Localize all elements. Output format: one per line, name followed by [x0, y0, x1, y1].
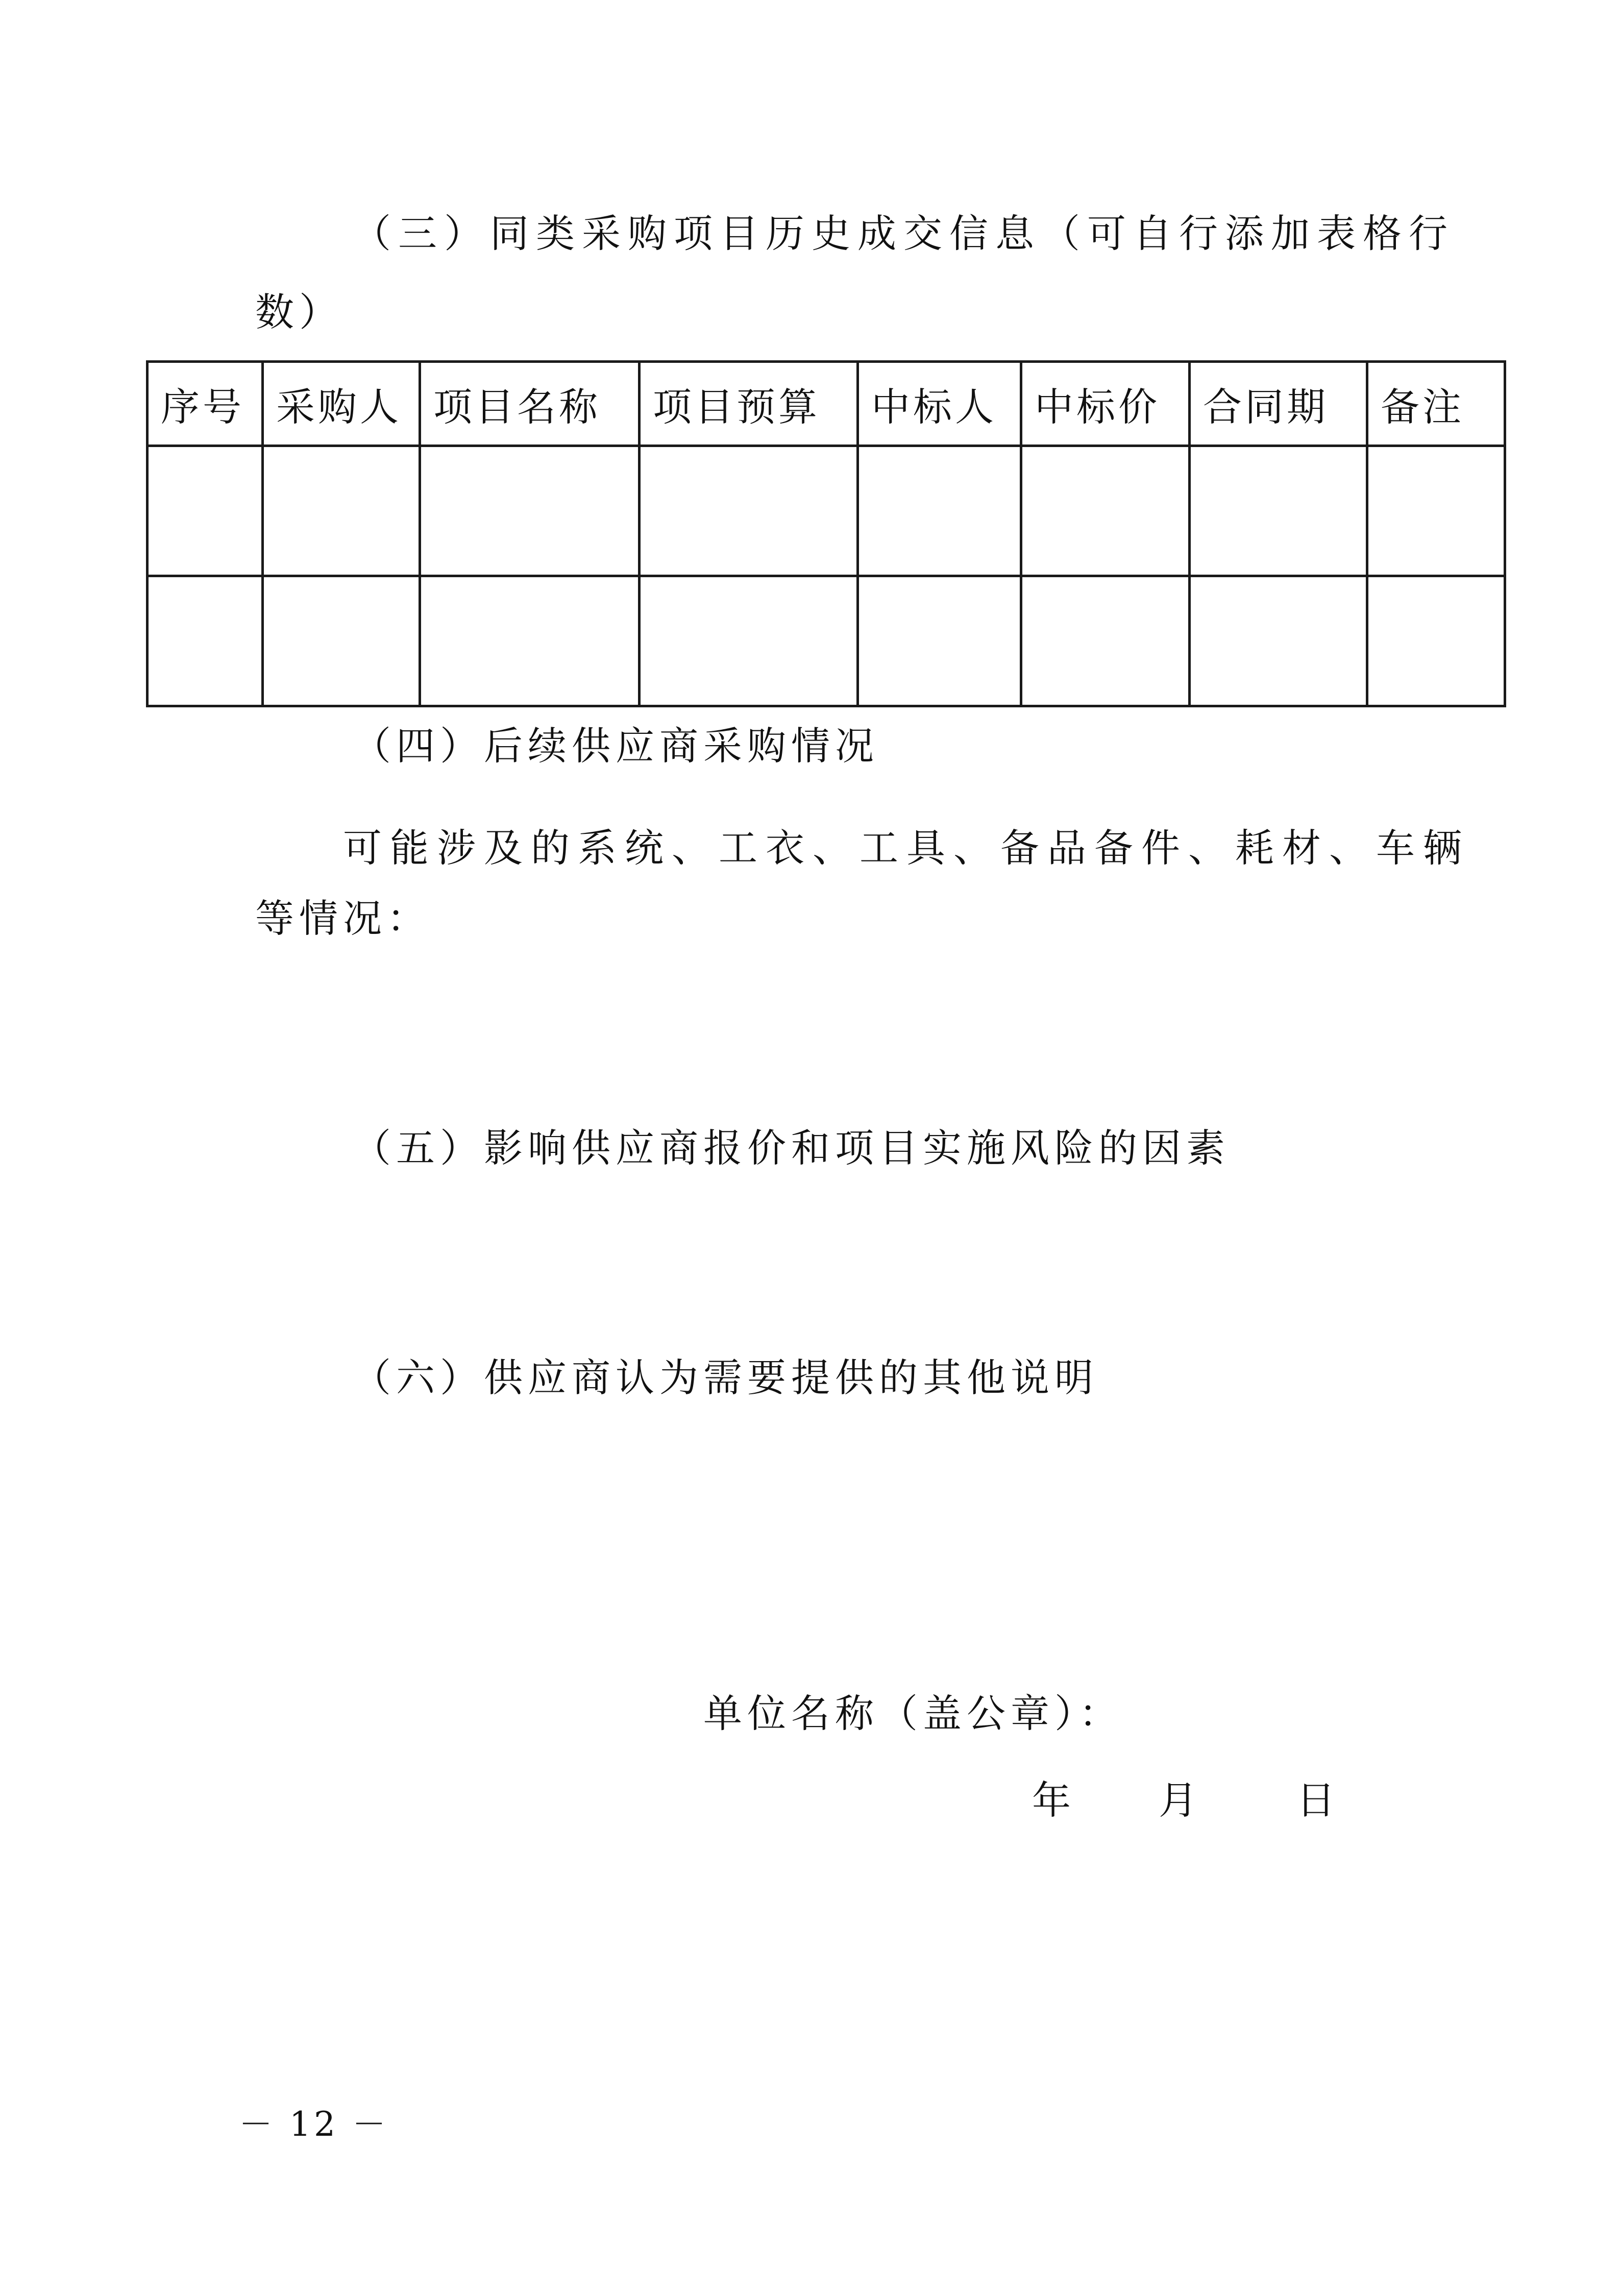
- date-year-label: 年: [1032, 1777, 1076, 1823]
- section3-title: （三）同类采购项目历史成交信息（可自行添加表格行: [352, 211, 1455, 256]
- page-number: － 12 －: [239, 2105, 389, 2144]
- table-cell[interactable]: [1190, 446, 1367, 576]
- table-cell[interactable]: [640, 446, 858, 576]
- table-cell[interactable]: [420, 446, 640, 576]
- table-cell[interactable]: [148, 576, 263, 706]
- table-cell[interactable]: [1367, 576, 1505, 706]
- header-purchaser: 采购人: [263, 362, 420, 446]
- header-winning-price: 中标价: [1021, 362, 1190, 446]
- header-contract-period: 合同期: [1190, 362, 1367, 446]
- header-remarks: 备注: [1367, 362, 1505, 446]
- table-cell[interactable]: [1367, 446, 1505, 576]
- section4-text: 可能涉及的系统、工衣、工具、备品备件、耗材、车辆: [343, 825, 1470, 871]
- section6-title: （六）供应商认为需要提供的其他说明: [352, 1355, 1098, 1400]
- table-cell[interactable]: [263, 576, 420, 706]
- header-serial-number: 序号: [148, 362, 263, 446]
- header-winning-bidder: 中标人: [858, 362, 1021, 446]
- header-project-name: 项目名称: [420, 362, 640, 446]
- table-cell[interactable]: [858, 446, 1021, 576]
- table-header-row: [148, 362, 1505, 446]
- table-cell[interactable]: [420, 576, 640, 706]
- table-cell[interactable]: [858, 576, 1021, 706]
- table-cell[interactable]: [1021, 446, 1190, 576]
- table-row: [148, 576, 1505, 706]
- table-row: [148, 446, 1505, 576]
- header-project-budget: 项目预算: [640, 362, 858, 446]
- section5-title: （五）影响供应商报价和项目实施风险的因素: [352, 1125, 1230, 1171]
- date-month-label: 月: [1159, 1777, 1202, 1823]
- unit-name-label: 单位名称（盖公章）：: [703, 1691, 1123, 1736]
- table-cell[interactable]: [1021, 576, 1190, 706]
- section4-title: （四）后续供应商采购情况: [352, 723, 879, 769]
- table-cell[interactable]: [640, 576, 858, 706]
- table-cell[interactable]: [1190, 576, 1367, 706]
- date-day-label: 日: [1296, 1777, 1340, 1823]
- table-cell[interactable]: [263, 446, 420, 576]
- history-transactions-table: [146, 360, 1506, 707]
- section3-title-continued: 数）: [255, 289, 343, 335]
- section4-text-continued: 等情况：: [255, 896, 431, 941]
- table-cell[interactable]: [148, 446, 263, 576]
